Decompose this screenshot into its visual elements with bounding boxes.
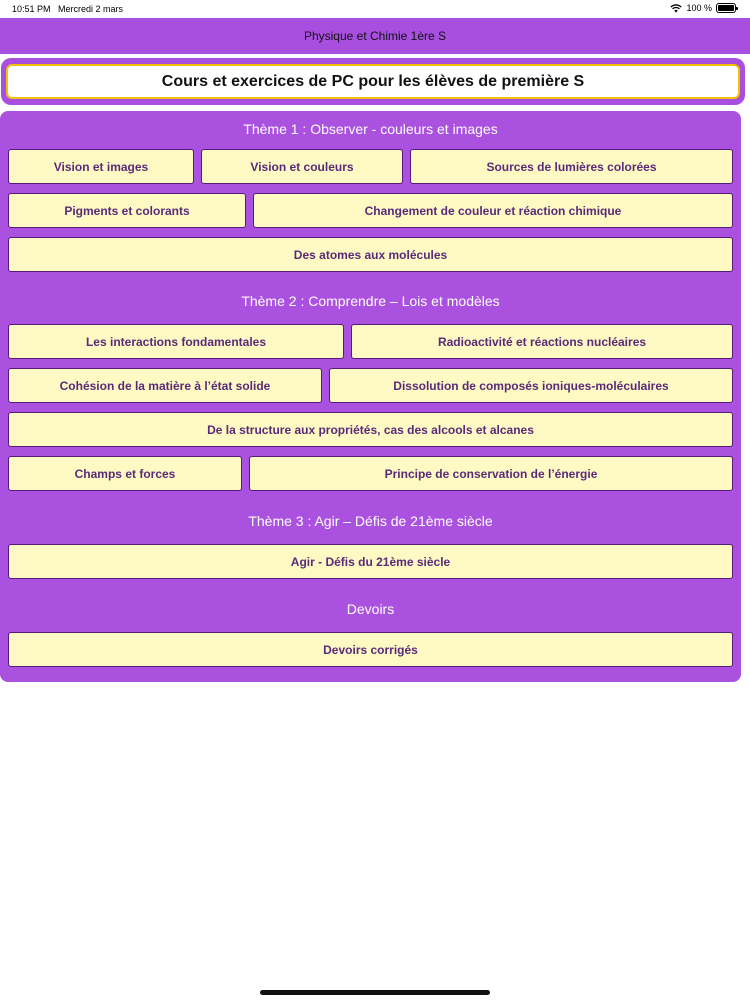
button-vision-images[interactable]: Vision et images bbox=[8, 149, 194, 184]
header-card bbox=[1, 58, 745, 105]
button-cohesion-matiere[interactable]: Cohésion de la matière à l’état solide bbox=[8, 368, 322, 403]
devoirs-title: Devoirs bbox=[346, 601, 395, 617]
button-devoirs-corriges[interactable]: Devoirs corrigés bbox=[8, 632, 733, 667]
status-date: Mercredi 2 mars bbox=[58, 4, 124, 14]
nav-title: Physique et Chimie 1ère S bbox=[303, 29, 447, 43]
button-agir-defis[interactable]: Agir - Défis du 21ème siècle bbox=[8, 544, 733, 579]
button-changement-couleur[interactable]: Changement de couleur et réaction chimique bbox=[253, 193, 733, 228]
button-dissolution[interactable]: Dissolution de composés ioniques-moléculaires bbox=[329, 368, 733, 403]
button-radioactivite[interactable]: Radioactivité et réactions nucléaires bbox=[351, 324, 733, 359]
button-champs-forces[interactable]: Champs et forces bbox=[8, 456, 242, 491]
home-indicator[interactable] bbox=[260, 990, 490, 995]
header-banner bbox=[6, 64, 740, 99]
theme-3-title: Thème 3 : Agir – Défis de 21ème siècle bbox=[248, 513, 493, 529]
button-conservation-energie[interactable]: Principe de conservation de l’énergie bbox=[249, 456, 733, 491]
status-bar bbox=[0, 0, 750, 18]
button-sources-lumieres[interactable]: Sources de lumières colorées bbox=[410, 149, 733, 184]
button-atomes-molecules[interactable]: Des atomes aux molécules bbox=[8, 237, 733, 272]
header-text: Cours et exercices de PC pour les élèves de première S bbox=[161, 72, 585, 90]
button-vision-couleurs[interactable]: Vision et couleurs bbox=[201, 149, 403, 184]
battery-icon bbox=[716, 3, 736, 13]
button-structure-proprietes[interactable]: De la structure aux propriétés, cas des alcools et alcanes bbox=[8, 412, 733, 447]
button-interactions-fondamentales[interactable]: Les interactions fondamentales bbox=[8, 324, 344, 359]
main-panel bbox=[0, 111, 741, 682]
status-right bbox=[670, 3, 736, 13]
theme-2-title: Thème 2 : Comprendre – Lois et modèles bbox=[241, 293, 500, 309]
wifi-icon bbox=[670, 4, 682, 13]
navigation-bar bbox=[0, 18, 750, 54]
button-pigments-colorants[interactable]: Pigments et colorants bbox=[8, 193, 246, 228]
status-time: 10:51 PM bbox=[12, 4, 51, 14]
theme-1-title: Thème 1 : Observer - couleurs et images bbox=[243, 121, 498, 137]
battery-percent: 100 % bbox=[686, 3, 712, 13]
